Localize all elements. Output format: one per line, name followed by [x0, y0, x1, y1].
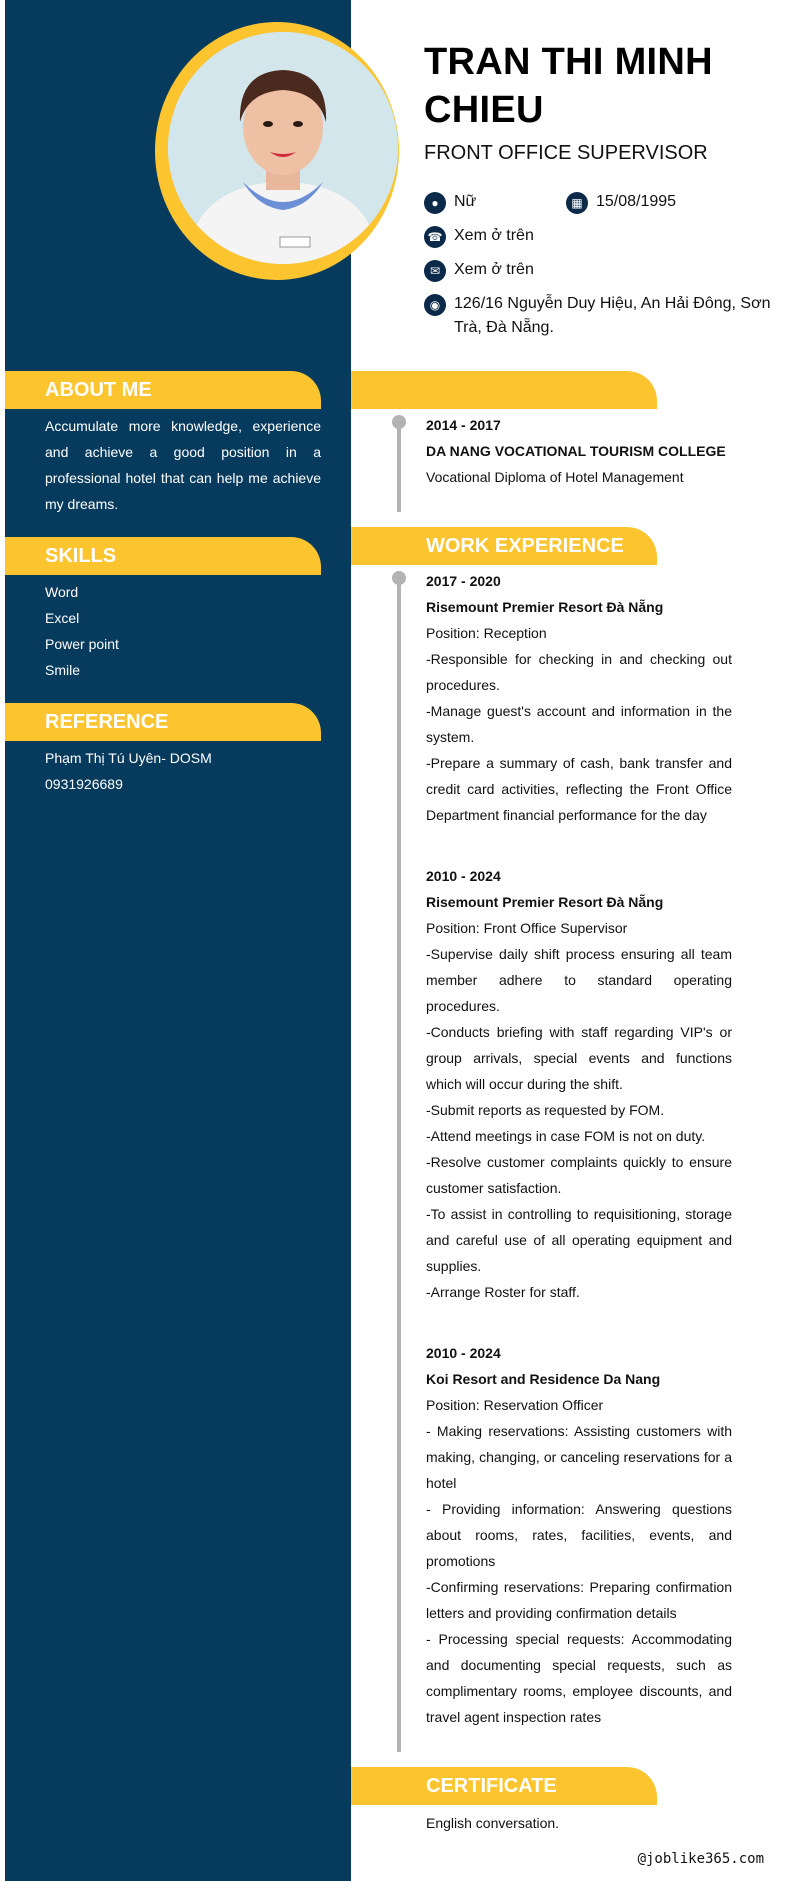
job-duty: -Submit reports as requested by FOM.: [426, 1102, 665, 1118]
gender-value: Nữ: [454, 193, 477, 210]
email-value: Xem ở trên: [454, 261, 534, 278]
location-pin-icon: ◉: [424, 294, 446, 316]
job-duty: -Attend meetings in case FOM is not on duty.: [426, 1128, 706, 1144]
job-duty: -Resolve customer complaints quickly to ensure customer satisfaction.: [426, 1154, 732, 1196]
education-heading-bar: [351, 371, 657, 409]
job-duty: - Processing special requests: Accommodating and documenting special requests, such as complimentary rooms, employee discounts, and travel agent inspection rates: [426, 1631, 732, 1725]
job-duty: - Making reservations: Assisting customers with making, changing, or canceling reservations for a hotel: [426, 1423, 732, 1491]
job-duty: -Arrange Roster for staff.: [426, 1284, 580, 1300]
reference-heading: REFERENCE: [45, 711, 169, 733]
skill-item: Smile: [45, 662, 81, 678]
birthdate-value: 15/08/1995: [596, 193, 677, 210]
job-entry: [426, 1340, 732, 1730]
person-icon: ●: [424, 192, 446, 214]
job-period: 2010 - 2024: [426, 1345, 501, 1361]
job-duty: -Conducts briefing with staff regarding VIP's or group arrivals, special events and functions which will occur during the shift.: [426, 1024, 732, 1092]
certificate-heading-bar: [351, 1767, 657, 1805]
work-heading: WORK EXPERIENCE: [426, 535, 624, 557]
reference-phone: 0931926689: [45, 776, 123, 792]
job-period: 2010 - 2024: [426, 868, 501, 884]
job-position: Position: Front Office Supervisor: [426, 920, 628, 936]
education-entry: [426, 412, 732, 490]
profile-photo: [168, 32, 398, 264]
about-heading: ABOUT ME: [45, 379, 152, 401]
job-entry: [426, 863, 732, 1305]
job-position: Position: Reservation Officer: [426, 1397, 604, 1413]
job-position: Position: Reception: [426, 625, 547, 641]
job-company: Risemount Premier Resort Đà Nẵng: [426, 894, 664, 910]
education-school: DA NANG VOCATIONAL TOURISM COLLEGE: [426, 443, 726, 459]
timeline-line: [397, 422, 401, 512]
job-duty: -Supervise daily shift process ensuring all team member adhere to standard operating procedures.: [426, 946, 732, 1014]
skill-item: Word: [45, 584, 79, 600]
reference-heading-bar: [5, 703, 321, 741]
skills-heading-bar: [5, 537, 321, 575]
job-company: Risemount Premier Resort Đà Nẵng: [426, 599, 664, 615]
work-heading-bar: [351, 527, 657, 565]
job-entry: [426, 568, 732, 828]
mail-icon: ✉: [424, 260, 446, 282]
education-degree: Vocational Diploma of Hotel Management: [426, 469, 684, 485]
about-text: Accumulate more knowledge, experience and achieve a good position in a professional hotel that can help me achieve my dreams.: [45, 418, 321, 512]
certificate-text: English conversation.: [426, 1815, 560, 1831]
reference-name: Phạm Thị Tú Uyên- DOSM: [45, 750, 212, 766]
skills-list: [45, 579, 321, 683]
skill-item: Power point: [45, 636, 119, 652]
phone-value: Xem ở trên: [454, 227, 534, 244]
candidate-name: TRAN THI MINH CHIEU: [424, 41, 713, 131]
skills-heading: SKILLS: [45, 545, 117, 567]
address-value: 126/16 Nguyễn Duy Hiệu, An Hải Đông, Sơn Trà, Đà Nẵng.: [454, 295, 771, 336]
job-duty: - Providing information: Answering questions about rooms, rates, facilities, events, and promotions: [426, 1501, 732, 1569]
reference-list: [45, 745, 321, 797]
job-title: FRONT OFFICE SUPERVISOR: [424, 142, 708, 164]
footer-watermark: @joblike365.com: [637, 1851, 764, 1867]
about-heading-bar: [5, 371, 321, 409]
certificate-entry: [426, 1810, 732, 1836]
job-duty: -Responsible for checking in and checking out procedures.: [426, 651, 732, 693]
job-duty: -Prepare a summary of cash, bank transfer and credit card activities, reflecting the Front Office Department financial performance for the day: [426, 755, 732, 823]
sidebar-panel: [5, 0, 351, 1881]
phone-icon: ☎: [424, 226, 446, 248]
job-duty: -Confirming reservations: Preparing confirmation letters and providing confirmation details: [426, 1579, 732, 1621]
job-company: Koi Resort and Residence Da Nang: [426, 1371, 661, 1387]
job-duty: -Manage guest's account and information in the system.: [426, 703, 732, 745]
calendar-icon: ▦: [566, 192, 588, 214]
certificate-heading: CERTIFICATE: [426, 1775, 557, 1797]
timeline-line: [397, 578, 401, 1752]
skill-item: Excel: [45, 610, 80, 626]
job-duty: -To assist in controlling to requisitioning, storage and careful use of all operating equipment and supplies.: [426, 1206, 732, 1274]
education-period: 2014 - 2017: [426, 417, 501, 433]
job-period: 2017 - 2020: [426, 573, 501, 589]
